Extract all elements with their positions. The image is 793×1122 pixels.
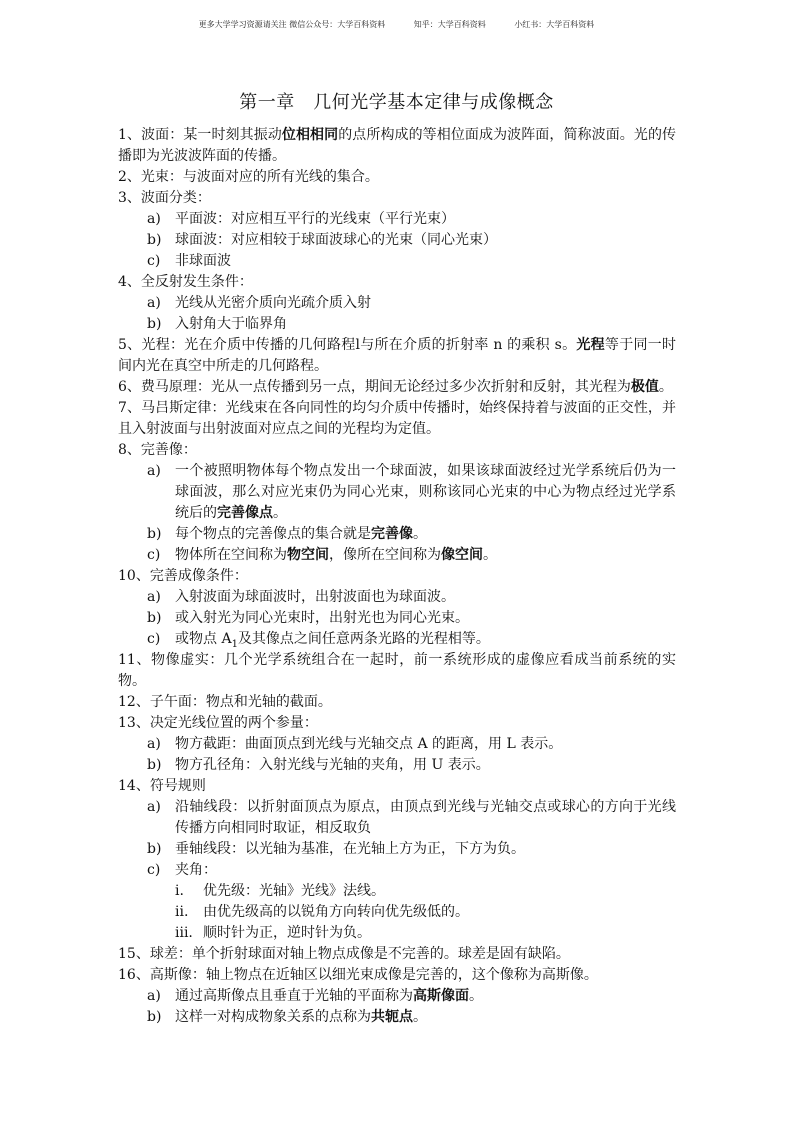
item-number: a) bbox=[147, 988, 161, 1004]
item-text bbox=[175, 797, 676, 839]
item-text bbox=[118, 400, 676, 437]
item-number: b) bbox=[147, 526, 162, 542]
item-text bbox=[150, 967, 598, 983]
list-item bbox=[118, 398, 676, 440]
item-number: ii. bbox=[175, 904, 189, 920]
text-segment: 等于同一时间内光在真空中所走的几何路程。 bbox=[118, 337, 676, 374]
sub-list-item bbox=[118, 587, 676, 608]
item-number: a) bbox=[147, 799, 161, 815]
text-segment: 垂轴线段：以光轴为基准，在光轴上方为正，下方为负。 bbox=[175, 841, 525, 857]
header-xiaohongshu: 小红书：大学百科资料 bbox=[514, 20, 595, 29]
sub-list-item bbox=[118, 797, 676, 839]
sub-list-item bbox=[118, 524, 676, 545]
item-text bbox=[175, 839, 676, 860]
item-number: c) bbox=[147, 631, 161, 647]
text-segment: 光束：与波面对应的所有光线的集合。 bbox=[140, 169, 379, 185]
text-segment: 优先级：光轴》光线》法线。 bbox=[203, 883, 385, 899]
item-number: 7、 bbox=[118, 400, 142, 416]
text-segment: 物方截距：曲面顶点到光线与光轴交点 A 的距离，用 L 表示。 bbox=[175, 736, 563, 752]
sub-sub-list-item bbox=[118, 923, 676, 944]
text-segment: 物体所在空间称为 bbox=[175, 547, 287, 563]
item-number: 3、 bbox=[118, 190, 141, 206]
subscript: 1 bbox=[231, 638, 238, 650]
text-segment: 或物点 A bbox=[175, 631, 232, 647]
item-text bbox=[175, 314, 676, 335]
item-number: b) bbox=[147, 1009, 162, 1025]
sub-list-item bbox=[118, 629, 676, 650]
sub-list-item bbox=[118, 1007, 676, 1028]
text-segment: 入射波面为球面波时，出射波面也为球面波。 bbox=[175, 589, 455, 605]
item-text bbox=[141, 379, 673, 395]
bold-term: 极值 bbox=[630, 379, 659, 395]
sub-list-item bbox=[118, 608, 676, 629]
item-text bbox=[175, 1007, 676, 1028]
item-number: a) bbox=[147, 211, 161, 227]
text-segment: 完善成像条件： bbox=[149, 568, 248, 584]
item-text bbox=[175, 251, 676, 272]
item-text bbox=[175, 293, 676, 314]
sub-list-item bbox=[118, 839, 676, 860]
item-number: b) bbox=[147, 841, 162, 857]
header-wechat: 更多大学学习资源请关注 微信公众号：大学百科资料 bbox=[198, 20, 386, 29]
sub-sub-list-item bbox=[118, 881, 676, 902]
item-text bbox=[175, 608, 676, 629]
item-text bbox=[141, 442, 197, 458]
text-segment: 非球面波 bbox=[175, 253, 231, 269]
text-segment: 球差：单个折射球面对轴上物点成像是不完善的。球差是固有缺陷。 bbox=[149, 946, 570, 962]
sub-sub-list-item bbox=[118, 902, 676, 923]
text-segment: 一个被照明物体每个物点发出一个球面波，如果该球面波经过光学系统后仍为一球面波，那么对应光束仍为同心光束，则称该同心光束的中心为物点经过光学系统后的 bbox=[175, 463, 676, 521]
list-item bbox=[118, 167, 676, 188]
text-segment: 的点所构成的等相位面成为波阵面，简称波面。光的传播即为光波波阵面的传播。 bbox=[118, 127, 677, 164]
text-segment: 物方孔径角：入射光线与光轴的夹角，用 U 表示。 bbox=[175, 757, 490, 773]
item-number: 10、 bbox=[118, 568, 150, 584]
item-number: 14、 bbox=[118, 778, 150, 794]
page-header bbox=[0, 19, 793, 30]
item-number: 6、 bbox=[118, 379, 141, 395]
sub-list-item bbox=[118, 755, 676, 776]
sub-list-item bbox=[118, 293, 676, 314]
bold-term: 共轭点 bbox=[371, 1009, 413, 1025]
item-text bbox=[175, 860, 676, 881]
item-number: a) bbox=[147, 463, 161, 479]
sub-list-item bbox=[118, 545, 676, 566]
header-zhihu: 知乎：大学百科资料 bbox=[413, 20, 486, 29]
text-segment: 符号规则 bbox=[149, 778, 206, 794]
text-segment: 。 bbox=[413, 526, 427, 542]
item-text bbox=[141, 190, 211, 206]
text-segment: 费马原理：光从一点传播到另一点，期间无论经过多少次折射和反射，其光程为 bbox=[140, 379, 631, 395]
item-text bbox=[141, 169, 379, 185]
item-number: b) bbox=[147, 757, 162, 773]
text-segment: 决定光线位置的两个参量： bbox=[149, 715, 318, 731]
bold-term: 位相相同 bbox=[281, 127, 339, 143]
item-number: 8、 bbox=[118, 442, 141, 458]
sub-list-item bbox=[118, 986, 676, 1007]
text-segment: 完善像： bbox=[140, 442, 197, 458]
item-number: 15、 bbox=[118, 946, 150, 962]
list-item bbox=[118, 335, 676, 377]
sub-list-item bbox=[118, 734, 676, 755]
text-segment: 通过高斯像点且垂直于光轴的平面称为 bbox=[175, 988, 413, 1004]
item-text bbox=[175, 545, 676, 566]
text-segment: 或入射光为同心光束时，出射光也为同心光束。 bbox=[175, 610, 469, 626]
list-item bbox=[118, 650, 676, 692]
list-item bbox=[118, 272, 676, 293]
text-segment: 子午面：物点和光轴的截面。 bbox=[149, 694, 332, 710]
text-segment: 波面：某一时刻其振动 bbox=[141, 127, 282, 143]
item-number: 4、 bbox=[118, 274, 141, 290]
list-item bbox=[118, 944, 676, 965]
item-number: c) bbox=[147, 547, 161, 563]
item-number: 12、 bbox=[118, 694, 150, 710]
text-segment: 入射角大于临界角 bbox=[175, 316, 287, 332]
text-segment: 顺时针为正，逆时针为负。 bbox=[203, 925, 371, 941]
item-text bbox=[118, 127, 676, 164]
item-text bbox=[175, 587, 676, 608]
item-text bbox=[175, 209, 676, 230]
item-number: 5、 bbox=[118, 337, 142, 353]
item-text bbox=[175, 755, 676, 776]
bold-term: 光程 bbox=[576, 337, 605, 353]
text-segment: 这样一对构成物象关系的点称为 bbox=[175, 1009, 371, 1025]
item-text bbox=[118, 652, 676, 689]
text-segment: 平面波：对应相互平行的光线束（平行光束） bbox=[175, 211, 455, 227]
text-segment: 由优先级高的以锐角方向转向优先级低的。 bbox=[203, 904, 469, 920]
text-segment: 光程：光在介质中传播的几何路程l与所在介质的折射率 n 的乘积 s。 bbox=[141, 337, 577, 353]
sub-list-item bbox=[118, 251, 676, 272]
text-segment: 。 bbox=[273, 505, 287, 521]
bold-term: 物空间 bbox=[287, 547, 329, 563]
text-segment: 物像虚实：几个光学系统组合在一起时，前一系统形成的虚像应看成当前系统的实物。 bbox=[118, 652, 676, 689]
list-item bbox=[118, 776, 676, 797]
item-number: b) bbox=[147, 232, 162, 248]
sub-list-item bbox=[118, 461, 676, 524]
text-segment: 高斯像：轴上物点在近轴区以细光束成像是完善的，这个像称为高斯像。 bbox=[149, 967, 598, 983]
bold-term: 完善像点 bbox=[217, 505, 273, 521]
list-item bbox=[118, 125, 676, 167]
sub-list-item bbox=[118, 314, 676, 335]
item-text bbox=[203, 923, 676, 944]
text-segment: 波面分类： bbox=[140, 190, 211, 206]
text-segment: 。 bbox=[658, 379, 673, 395]
item-number: 11、 bbox=[118, 652, 152, 668]
item-number: a) bbox=[147, 589, 161, 605]
item-number: 2、 bbox=[118, 169, 141, 185]
list-item bbox=[118, 713, 676, 734]
text-segment: 夹角： bbox=[175, 862, 217, 878]
sub-list-item bbox=[118, 230, 676, 251]
sub-list-item bbox=[118, 209, 676, 230]
list-item bbox=[118, 692, 676, 713]
text-segment: 每个物点的完善像点的集合就是 bbox=[175, 526, 371, 542]
item-text bbox=[175, 524, 676, 545]
item-text bbox=[175, 629, 676, 650]
list-item bbox=[118, 377, 676, 398]
item-text bbox=[150, 694, 332, 710]
item-text bbox=[150, 715, 318, 731]
item-number: c) bbox=[147, 862, 161, 878]
item-text bbox=[175, 986, 676, 1007]
text-segment: ，像所在空间称为 bbox=[329, 547, 441, 563]
text-segment: 马吕斯定律：光线束在各向同性的均匀介质中传播时，始终保持着与波面的正交性，并且入射波面与出射波面对应点之间的光程均为定值。 bbox=[118, 400, 676, 437]
item-text bbox=[175, 734, 676, 755]
text-segment: 球面波：对应相较于球面波球心的光束（同心光束） bbox=[175, 232, 497, 248]
item-text bbox=[175, 230, 676, 251]
item-number: 16、 bbox=[118, 967, 150, 983]
item-text bbox=[141, 274, 253, 290]
item-text bbox=[203, 902, 676, 923]
text-segment: 光线从光密介质向光疏介质入射 bbox=[175, 295, 371, 311]
sub-list-item bbox=[118, 860, 676, 881]
list-item bbox=[118, 440, 676, 461]
text-segment: 。 bbox=[469, 988, 483, 1004]
item-text bbox=[150, 568, 248, 584]
bold-term: 像空间 bbox=[441, 547, 483, 563]
bold-term: 完善像 bbox=[371, 526, 413, 542]
item-number: c) bbox=[147, 253, 161, 269]
item-text bbox=[150, 946, 570, 962]
item-text bbox=[203, 881, 676, 902]
item-number: iii. bbox=[175, 925, 193, 941]
text-segment: 沿轴线段：以折射面顶点为原点，由顶点到光线与光轴交点或球心的方向于光线传播方向相同时取证，相反取负 bbox=[175, 799, 676, 836]
item-text bbox=[150, 778, 206, 794]
item-number: a) bbox=[147, 295, 161, 311]
item-text bbox=[118, 337, 676, 374]
text-segment: 及其像点之间任意两条光路的光程相等。 bbox=[237, 631, 490, 647]
list-item bbox=[118, 188, 676, 209]
list-item bbox=[118, 566, 676, 587]
document-body bbox=[118, 125, 676, 1028]
item-number: 13、 bbox=[118, 715, 150, 731]
item-number: i. bbox=[175, 883, 184, 899]
item-number: a) bbox=[147, 736, 161, 752]
item-number: b) bbox=[147, 316, 162, 332]
item-text bbox=[175, 461, 676, 524]
item-number: 1、 bbox=[118, 127, 142, 143]
chapter-title: 第一章 几何光学基本定律与成像概念 bbox=[239, 92, 554, 113]
item-number: b) bbox=[147, 610, 162, 626]
list-item bbox=[118, 965, 676, 986]
text-segment: 。 bbox=[483, 547, 497, 563]
text-segment: 全反射发生条件： bbox=[140, 274, 253, 290]
bold-term: 高斯像面 bbox=[413, 988, 469, 1004]
text-segment: 。 bbox=[413, 1009, 427, 1025]
